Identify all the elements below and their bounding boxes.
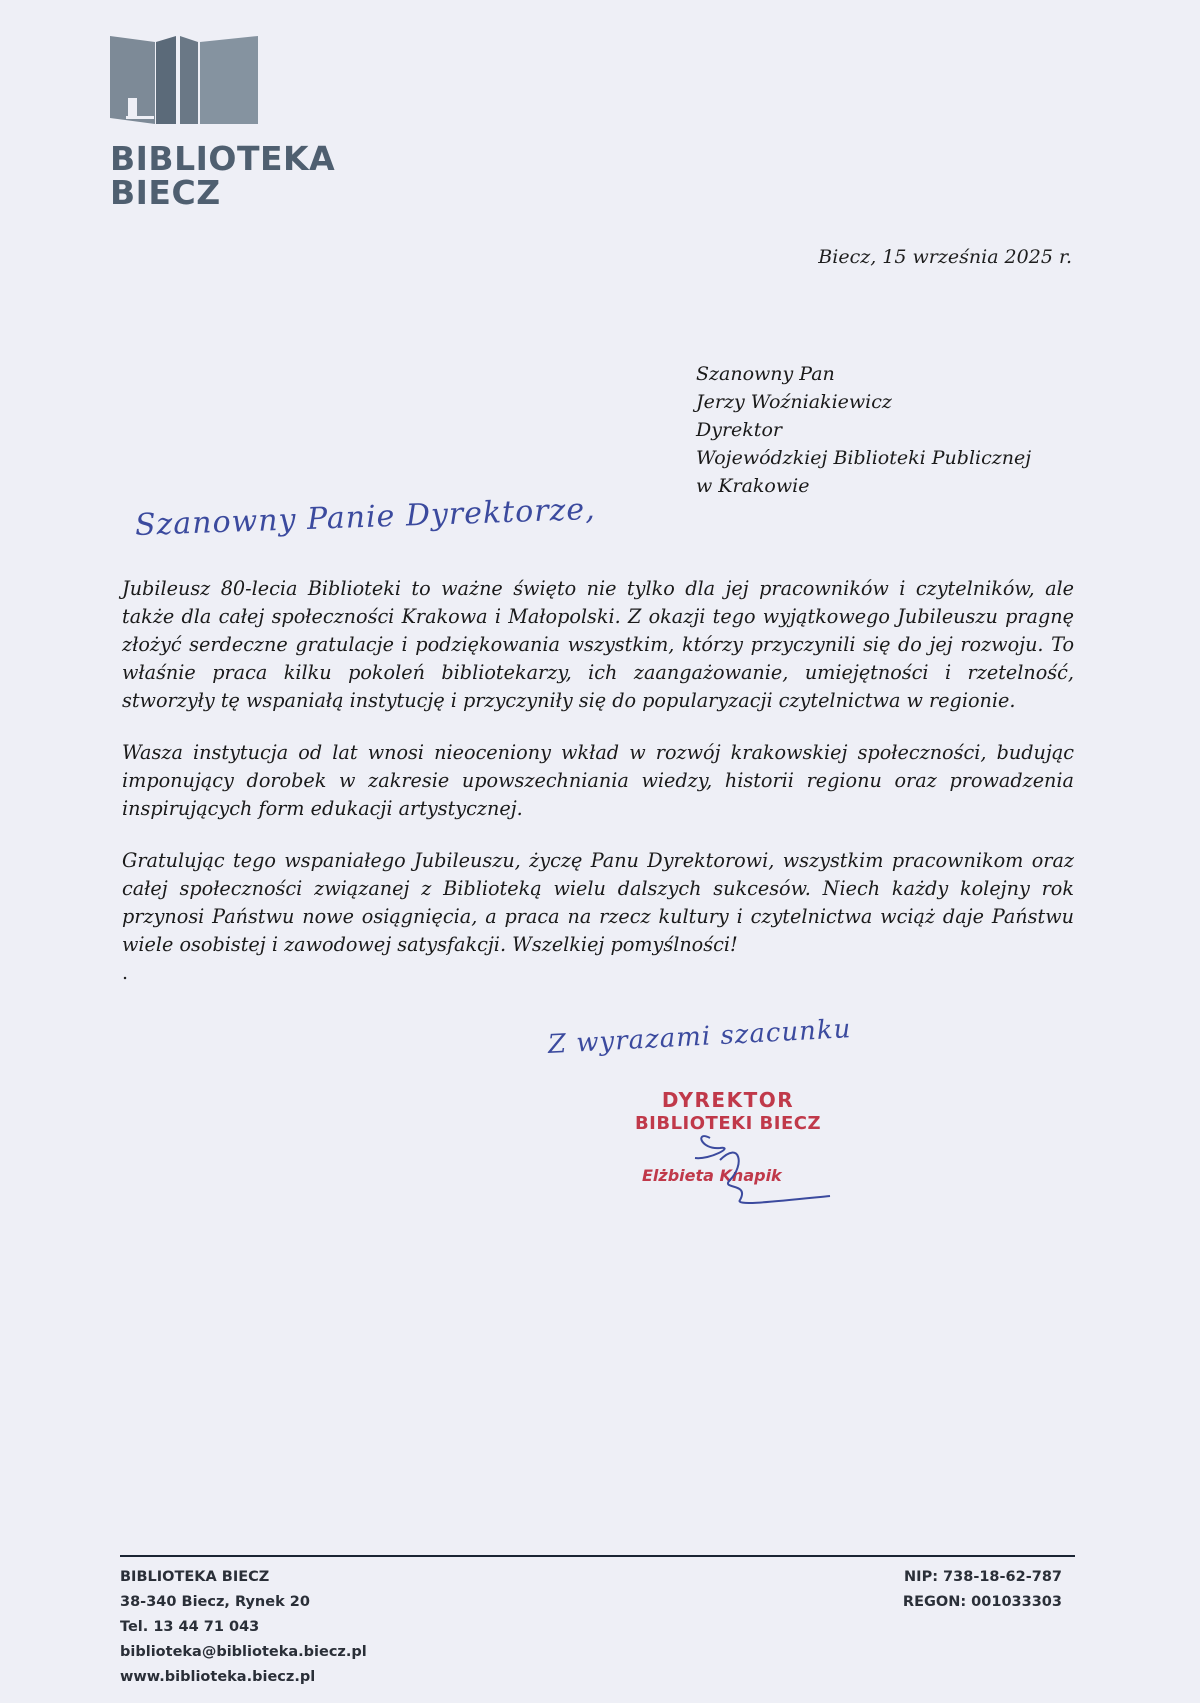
letter-body xyxy=(122,575,1074,983)
stamp-institution: BIBLIOTEKI BIECZ xyxy=(634,1113,822,1134)
trailing-dot: . xyxy=(122,962,129,984)
library-logo xyxy=(110,36,400,210)
footer-name: BIBLIOTEKA BIECZ xyxy=(120,1569,270,1585)
handwritten-salutation: Szanowny Panie Dyrektorze, xyxy=(134,491,597,543)
library-logo-mark-icon xyxy=(110,36,260,124)
footer-website: www.biblioteka.biecz.pl xyxy=(120,1669,316,1685)
logo-line-1: BIBLIOTEKA xyxy=(110,139,336,178)
footer-nip: NIP: 738-18-62-787 xyxy=(904,1569,1062,1585)
footer-divider xyxy=(120,1555,1075,1557)
signature-scribble-icon xyxy=(690,1120,840,1210)
stamp-name: Elżbieta Knapik xyxy=(642,1166,782,1185)
footer-regon: REGON: 001033303 xyxy=(902,1594,1062,1610)
handwritten-closing: Z wyrazami szacunku xyxy=(547,1014,853,1060)
addressee-block xyxy=(696,360,1031,500)
addressee-line: w Krakowie xyxy=(696,475,810,497)
body-paragraph: Wasza instytucja od lat wnosi nieoceniony wkład w rozwój krakowskiej społeczności, budując imponujący dorobek w zakresie upowszechniania wiedzy, historii regionu oraz prowadzenia inspirujących form edukacji artystycznej. xyxy=(122,741,1074,820)
footer-registry xyxy=(903,1565,1062,1615)
letter-date: Biecz, 15 września 2025 r. xyxy=(818,246,1072,268)
logo-line-2: BIECZ xyxy=(110,173,221,212)
addressee-line: Wojewódzkiej Biblioteki Publicznej xyxy=(696,447,1032,469)
addressee-line: Dyrektor xyxy=(696,419,782,441)
addressee-line: Szanowny Pan xyxy=(696,363,835,385)
footer-address: 38-340 Biecz, Rynek 20 xyxy=(120,1594,310,1610)
footer-email: biblioteka@biblioteka.biecz.pl xyxy=(120,1644,367,1660)
stamp-title: DYREKTOR xyxy=(661,1088,795,1112)
addressee-line: Jerzy Woźniakiewicz xyxy=(696,391,892,413)
footer-phone: Tel. 13 44 71 043 xyxy=(120,1619,260,1635)
body-paragraph: Gratulując tego wspaniałego Jubileuszu, życzę Panu Dyrektorowi, wszystkim pracownikom oraz całej społeczności związanej z Biblioteką wielu dalszych sukcesów. Niech każdy kolejny rok przynosi Państwu nowe osiągnięcia, a praca na rzecz kultury i czytelnictwa wciąż daje Państwu wiele osobistej i zawodowej satysfakcji. Wszelkiej pomyślności! xyxy=(122,849,1074,956)
footer-contact xyxy=(120,1565,367,1690)
body-paragraph: Jubileusz 80-lecia Biblioteki to ważne święto nie tylko dla jej pracowników i czytelników, ale także dla całej społeczności Krakowa i Małopolski. Z okazji tego wyjątkowego Jubileuszu pragnę złożyć serdeczne gratulacje i podziękowania wszystkim, którzy przyczynili się do jej rozwoju. To właśnie praca kilku pokoleń bibliotekarzy, ich zaangażowanie, umiejętności i rzetelność, stworzyły tę wspaniałą instytucję i przyczyniły się do popularyzacji czytelnictwa w regionie. xyxy=(122,577,1074,712)
